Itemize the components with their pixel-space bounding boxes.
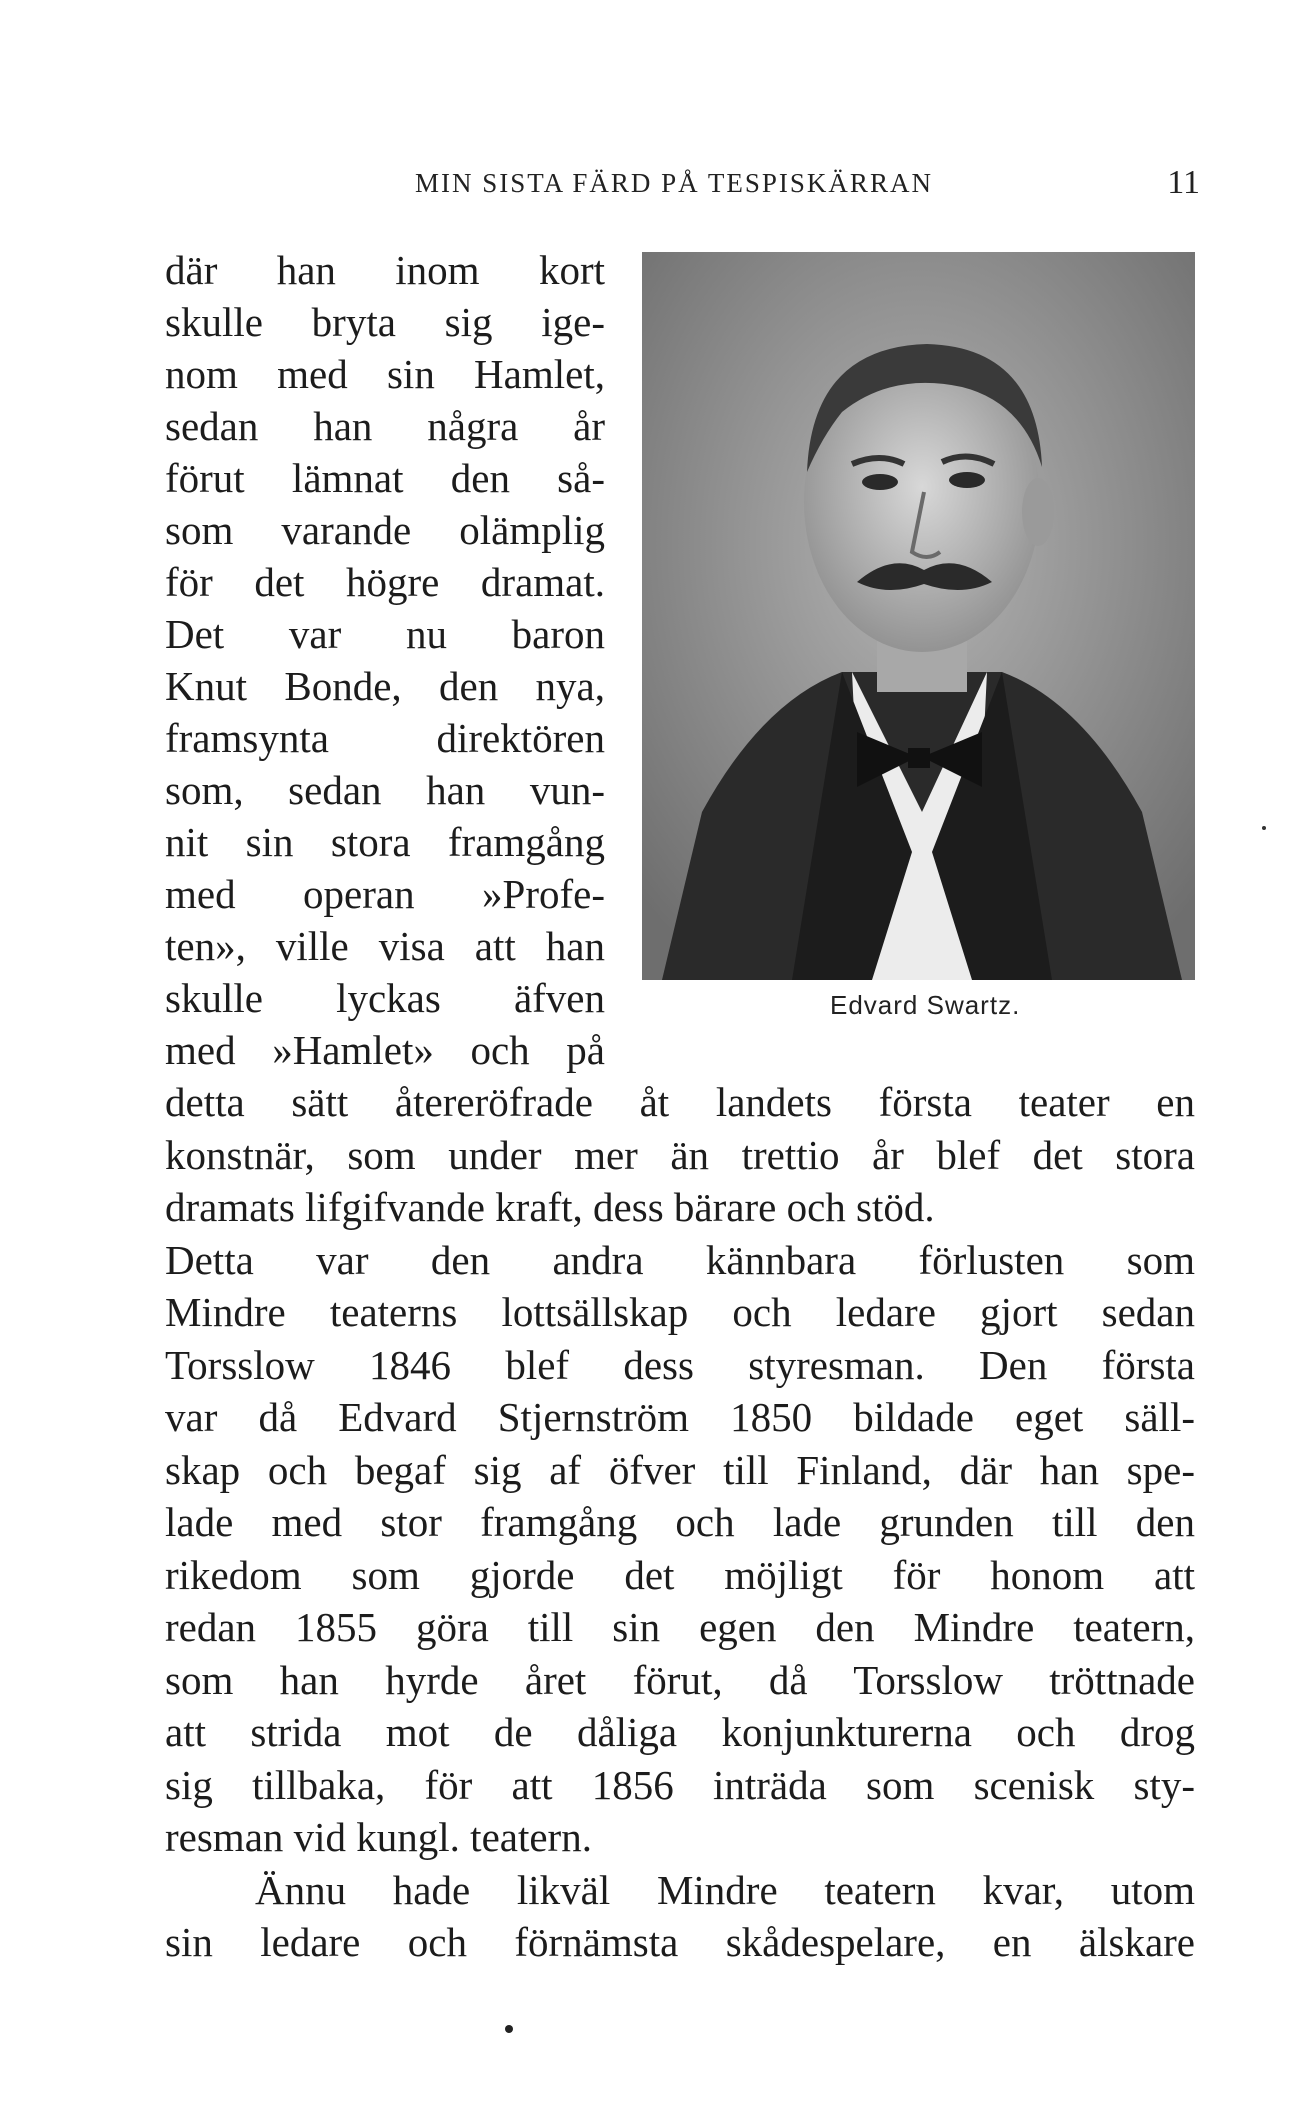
text-line: med »Hamlet» och på	[165, 1027, 605, 1073]
text-line: skap och begaf sig af öfver till Finland, där han spe-	[165, 1446, 1195, 1493]
text-line: nit sin stora framgång	[165, 819, 605, 865]
text-line: där han inom kort	[165, 247, 605, 293]
print-speck	[505, 2025, 513, 2033]
text-line: dramats lifgifvande kraft, dess bärare och stöd.	[165, 1184, 935, 1230]
portrait-illustration	[642, 252, 1195, 980]
text-line: konstnär, som under mer än trettio år blef det stora	[165, 1131, 1195, 1178]
portrait-photo	[642, 252, 1195, 980]
text-line: nom med sin Hamlet,	[165, 351, 605, 397]
text-line: sig tillbaka, för att 1856 inträda som scenisk sty-	[165, 1761, 1195, 1808]
text-line: som han hyrde året förut, då Torsslow tröttnade	[165, 1656, 1195, 1703]
text-line: Torsslow 1846 blef dess styresman. Den första	[165, 1341, 1195, 1388]
text-line: ten», ville visa att han	[165, 923, 605, 969]
text-line: som varande olämplig	[165, 507, 605, 553]
text-line: Mindre teaterns lottsällskap och ledare gjort sedan	[165, 1289, 1195, 1335]
page-number: 11	[1167, 164, 1200, 201]
text-line: lade med stor framgång och lade grunden till den	[165, 1499, 1195, 1545]
text-line: sedan han några år	[165, 403, 605, 449]
text-line: redan 1855 göra till sin egen den Mindre teatern,	[165, 1604, 1195, 1650]
photo-caption: Edvard Swartz.	[830, 990, 1021, 1020]
narrow-column-text	[165, 244, 605, 1076]
print-speck	[1262, 826, 1266, 830]
text-line: med operan »Profe-	[165, 871, 605, 917]
full-width-text	[165, 1076, 1195, 1969]
text-line: som, sedan han vun-	[165, 767, 605, 813]
text-line: Detta var den andra kännbara förlusten som	[165, 1236, 1195, 1283]
text-line: Ännu hade likväl Mindre teatern kvar, utom	[255, 1866, 1195, 1913]
text-line: sin ledare och förnämsta skådespelare, en älskare	[165, 1919, 1195, 1965]
text-line: rikedom som gjorde det möjligt för honom att	[165, 1551, 1195, 1598]
text-line: skulle lyckas äfven	[165, 975, 605, 1021]
text-line: för det högre dramat.	[165, 559, 605, 605]
running-title: MIN SISTA FÄRD PÅ TESPISKÄRRAN	[415, 168, 933, 198]
text-line: resman vid kungl. teatern.	[165, 1814, 592, 1860]
text-line: Det var nu baron	[165, 611, 605, 657]
text-line: framsynta direktören	[165, 715, 605, 761]
text-line: var då Edvard Stjernström 1850 bildade eget säll-	[165, 1394, 1195, 1440]
text-line: detta sätt återeröfrade åt landets första teater en	[165, 1079, 1195, 1125]
text-line: Knut Bonde, den nya,	[165, 663, 605, 709]
text-line: skulle bryta sig ige-	[165, 299, 605, 345]
text-line: att strida mot de dåliga konjunkturerna och drog	[165, 1709, 1195, 1755]
text-line: förut lämnat den så-	[165, 455, 605, 501]
